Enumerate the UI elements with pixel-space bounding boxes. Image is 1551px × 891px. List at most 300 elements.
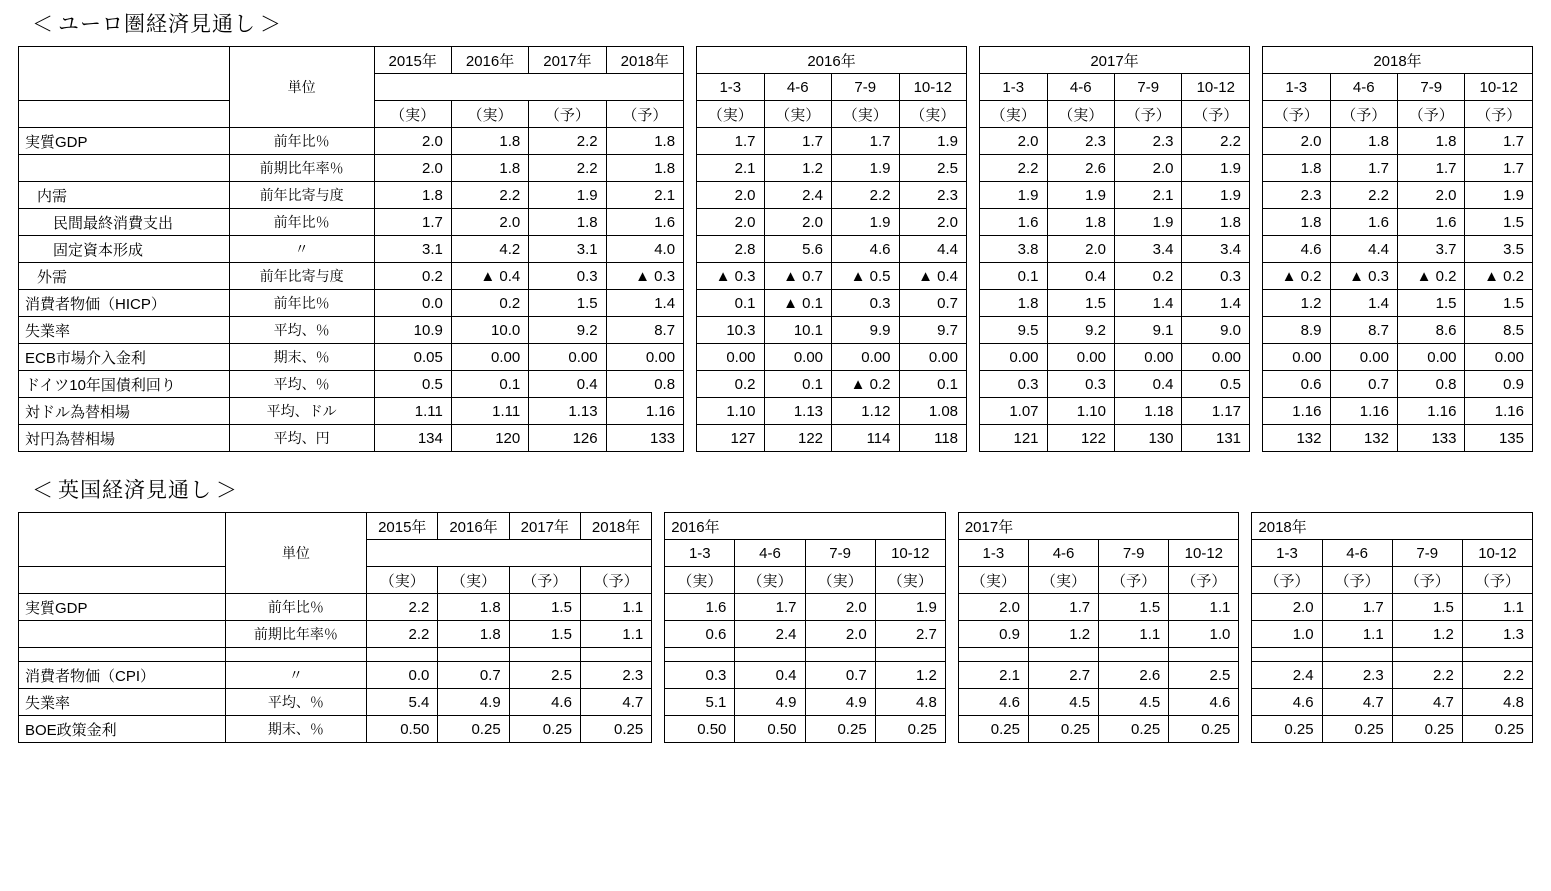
row-label: 失業率 (19, 317, 230, 344)
cell: ▲ 0.3 (1330, 263, 1397, 290)
row-label: 対ドル為替相場 (19, 398, 230, 425)
table-row (1252, 662, 1533, 689)
cell: 3.4 (1182, 236, 1250, 263)
table-row (980, 317, 1250, 344)
cell: 2.0 (899, 209, 967, 236)
row-label: 実質GDP (19, 594, 226, 621)
cell: 1.7 (1330, 155, 1397, 182)
cell: 0.8 (1397, 371, 1464, 398)
cell: 0.7 (1330, 371, 1397, 398)
cell: 0.0 (374, 290, 451, 317)
cell: 0.9 (958, 621, 1028, 648)
cell: 0.00 (1465, 344, 1533, 371)
header-quarter: 10-12 (1465, 74, 1533, 101)
cell: 4.8 (875, 689, 945, 716)
cell: 114 (832, 425, 899, 452)
header-year: 2016年 (665, 513, 946, 540)
cell: 2.0 (805, 621, 875, 648)
header-type: （実） (735, 567, 805, 594)
header-quarter: 7-9 (1392, 540, 1462, 567)
cell: 1.16 (606, 398, 683, 425)
table-gap-row (665, 648, 946, 662)
uk-tables-row (18, 512, 1533, 743)
eurozone-tables-row (18, 46, 1533, 452)
cell: 0.0 (367, 662, 438, 689)
eurozone-annual-table (18, 46, 684, 452)
header-row-quarters (980, 74, 1250, 101)
cell: 4.8 (1462, 689, 1532, 716)
header-type: （予） (1392, 567, 1462, 594)
cell: 0.7 (899, 290, 967, 317)
cell: 0.25 (1099, 716, 1169, 743)
header-quarter: 1-3 (665, 540, 735, 567)
cell: 2.5 (1169, 662, 1239, 689)
cell: 133 (606, 425, 683, 452)
header-row-years (19, 513, 652, 540)
uk-2018-quarterly-table (1251, 512, 1533, 743)
header-row-quarters (665, 540, 946, 567)
row-label: 消費者物価（CPI） (19, 662, 226, 689)
cell: 4.9 (438, 689, 509, 716)
cell: 1.7 (374, 209, 451, 236)
cell: 1.8 (1263, 209, 1330, 236)
table-row (19, 662, 652, 689)
cell: 0.25 (580, 716, 651, 743)
row-unit: 前年比寄与度 (229, 263, 374, 290)
cell: 1.7 (697, 128, 764, 155)
cell: 3.5 (1465, 236, 1533, 263)
gap-cell (958, 648, 1028, 662)
header-row-year (1252, 513, 1533, 540)
table-row (1263, 371, 1533, 398)
row-label: 内需 (19, 182, 230, 209)
cell: 1.8 (606, 155, 683, 182)
cell: 2.1 (958, 662, 1028, 689)
table-row (697, 155, 967, 182)
table-row (1263, 425, 1533, 452)
row-unit: 平均、％ (225, 689, 367, 716)
table-row (980, 425, 1250, 452)
header-type: （予） (580, 567, 651, 594)
header-quarter: 7-9 (1115, 74, 1182, 101)
cell: 2.2 (1462, 662, 1532, 689)
cell: 1.8 (438, 621, 509, 648)
table-row (697, 236, 967, 263)
cell: 1.8 (1397, 128, 1464, 155)
cell: 1.11 (374, 398, 451, 425)
header-quarter: 7-9 (1099, 540, 1169, 567)
cell: 9.5 (980, 317, 1047, 344)
cell: 2.5 (509, 662, 580, 689)
header-row-year (958, 513, 1239, 540)
table-row (1263, 236, 1533, 263)
header-row-year (697, 47, 967, 74)
table-row (1263, 182, 1533, 209)
cell: 1.16 (1465, 398, 1533, 425)
cell: 3.7 (1397, 236, 1464, 263)
cell: 8.7 (606, 317, 683, 344)
cell: 1.1 (1169, 594, 1239, 621)
cell: 10.1 (764, 317, 831, 344)
cell: 0.9 (1465, 371, 1533, 398)
cell: 4.6 (509, 689, 580, 716)
eurozone-2016-quarterly-table (696, 46, 967, 452)
cell: 0.2 (451, 290, 528, 317)
title-open-bracket: ＜ (32, 479, 54, 502)
cell: ▲ 0.3 (606, 263, 683, 290)
cell: 1.5 (509, 621, 580, 648)
cell: 2.5 (899, 155, 967, 182)
cell: 0.50 (665, 716, 735, 743)
table-row (697, 263, 967, 290)
uk-2016-quarterly-table (664, 512, 946, 743)
gap-cell (1392, 648, 1462, 662)
title-close-bracket: ＞ (216, 479, 238, 502)
table-row (980, 128, 1250, 155)
cell: 135 (1465, 425, 1533, 452)
header-row-types (958, 567, 1239, 594)
cell: 9.9 (832, 317, 899, 344)
gap-cell (580, 648, 651, 662)
table-row (697, 128, 967, 155)
cell: 1.8 (451, 128, 528, 155)
cell: 1.17 (1182, 398, 1250, 425)
cell: 4.9 (735, 689, 805, 716)
cell: 2.2 (832, 182, 899, 209)
table-row (665, 662, 946, 689)
cell: 0.2 (697, 371, 764, 398)
table-row (19, 371, 684, 398)
cell: 1.12 (832, 398, 899, 425)
table-row (1263, 398, 1533, 425)
cell: 1.9 (529, 182, 606, 209)
cell: 2.7 (875, 621, 945, 648)
cell: 0.00 (1397, 344, 1464, 371)
cell: ▲ 0.7 (764, 263, 831, 290)
cell: 0.3 (1047, 371, 1114, 398)
cell: 2.4 (735, 621, 805, 648)
cell: 0.00 (1182, 344, 1250, 371)
title-text: 英国経済見通し (58, 479, 212, 502)
gap-cell (805, 648, 875, 662)
header-unit: 単位 (229, 47, 374, 128)
row-unit: 〃 (225, 662, 367, 689)
cell: 1.7 (1028, 594, 1098, 621)
header-year: 2018年 (580, 513, 651, 540)
cell: 0.00 (980, 344, 1047, 371)
cell: 1.9 (1047, 182, 1114, 209)
cell: 4.0 (606, 236, 683, 263)
cell: 1.6 (606, 209, 683, 236)
header-row-types (697, 101, 967, 128)
row-label: ドイツ10年国債利回り (19, 371, 230, 398)
header-type: （実） (1047, 101, 1114, 128)
header-blank-label2 (19, 567, 226, 594)
cell: 122 (764, 425, 831, 452)
cell: 133 (1397, 425, 1464, 452)
header-type: （予） (1169, 567, 1239, 594)
cell: 3.1 (374, 236, 451, 263)
cell: 0.8 (606, 371, 683, 398)
table-row (980, 209, 1250, 236)
cell: 4.4 (1330, 236, 1397, 263)
cell: 0.4 (1047, 263, 1114, 290)
header-year: 2018年 (1252, 513, 1533, 540)
table-row (19, 290, 684, 317)
cell: 0.7 (805, 662, 875, 689)
header-type: （予） (1099, 567, 1169, 594)
cell: 1.4 (1330, 290, 1397, 317)
table-row (1263, 263, 1533, 290)
cell: 1.8 (529, 209, 606, 236)
table-row (980, 263, 1250, 290)
table-row (697, 317, 967, 344)
header-row-types (665, 567, 946, 594)
cell: 0.25 (1322, 716, 1392, 743)
cell: 1.9 (980, 182, 1047, 209)
cell: 1.1 (580, 594, 651, 621)
header-blank-label (19, 47, 230, 101)
header-type: （予） (1322, 567, 1392, 594)
cell: 1.5 (1465, 209, 1533, 236)
title-close-bracket: ＞ (260, 13, 282, 36)
gap-cell (1322, 648, 1392, 662)
cell: 4.2 (451, 236, 528, 263)
cell: 0.25 (509, 716, 580, 743)
header-type: （実） (958, 567, 1028, 594)
cell: 1.4 (1115, 290, 1182, 317)
cell: 1.18 (1115, 398, 1182, 425)
row-label: 民間最終消費支出 (19, 209, 230, 236)
row-unit: 前年比％ (225, 594, 367, 621)
cell: 10.0 (451, 317, 528, 344)
cell: 1.9 (875, 594, 945, 621)
cell: 1.13 (764, 398, 831, 425)
table-row (1263, 317, 1533, 344)
header-spacer (367, 540, 652, 567)
header-year: 2017年 (509, 513, 580, 540)
cell: 1.7 (1322, 594, 1392, 621)
cell: 3.8 (980, 236, 1047, 263)
cell: 2.3 (1322, 662, 1392, 689)
header-blank-label (19, 513, 226, 567)
cell: 0.2 (1115, 263, 1182, 290)
table-row (665, 594, 946, 621)
cell: 2.2 (529, 128, 606, 155)
cell: 1.7 (1465, 155, 1533, 182)
cell: ▲ 0.2 (832, 371, 899, 398)
row-label (19, 155, 230, 182)
gap-cell (735, 648, 805, 662)
cell: 1.2 (1263, 290, 1330, 317)
cell: 1.3 (1462, 621, 1532, 648)
title-open-bracket: ＜ (32, 13, 54, 36)
header-quarter: 7-9 (832, 74, 899, 101)
cell: 2.0 (451, 209, 528, 236)
cell: 1.7 (735, 594, 805, 621)
cell: 2.1 (606, 182, 683, 209)
cell: 1.16 (1397, 398, 1464, 425)
table-row (697, 209, 967, 236)
cell: 5.4 (367, 689, 438, 716)
table-row (980, 290, 1250, 317)
cell: 4.6 (1169, 689, 1239, 716)
header-year: 2017年 (529, 47, 606, 74)
row-unit: 前年比寄与度 (229, 182, 374, 209)
header-type: （実） (697, 101, 764, 128)
table-row (980, 182, 1250, 209)
header-spacer (374, 74, 684, 101)
section-title-uk (28, 474, 1533, 504)
header-type: （実） (832, 101, 899, 128)
cell: 0.00 (899, 344, 967, 371)
table-row (1252, 621, 1533, 648)
cell: 2.0 (805, 594, 875, 621)
header-type: （予） (1182, 101, 1250, 128)
cell: 1.1 (1099, 621, 1169, 648)
cell: 0.1 (697, 290, 764, 317)
cell: 1.8 (1047, 209, 1114, 236)
table-row (1252, 689, 1533, 716)
header-row-quarters (1252, 540, 1533, 567)
cell: 0.00 (1263, 344, 1330, 371)
header-row-types (980, 101, 1250, 128)
header-type: （実） (665, 567, 735, 594)
cell: 1.5 (1047, 290, 1114, 317)
cell: 121 (980, 425, 1047, 452)
table-row (665, 716, 946, 743)
table-row (19, 236, 684, 263)
gap-cell (19, 648, 226, 662)
table-row (958, 594, 1239, 621)
cell: ▲ 0.4 (899, 263, 967, 290)
cell: 4.6 (958, 689, 1028, 716)
cell: 1.5 (1099, 594, 1169, 621)
header-type: （予） (1252, 567, 1322, 594)
row-unit: 前期比年率％ (225, 621, 367, 648)
cell: 131 (1182, 425, 1250, 452)
table-row (958, 689, 1239, 716)
cell: 0.1 (764, 371, 831, 398)
table-row (1263, 209, 1533, 236)
cell: 1.08 (899, 398, 967, 425)
table-row (697, 344, 967, 371)
cell: 1.07 (980, 398, 1047, 425)
row-label: 消費者物価（HICP） (19, 290, 230, 317)
uk-2017-quarterly-table (958, 512, 1240, 743)
cell: 2.1 (697, 155, 764, 182)
cell: 1.9 (1465, 182, 1533, 209)
header-year: 2016年 (697, 47, 967, 74)
cell: 1.10 (697, 398, 764, 425)
cell: ▲ 0.1 (764, 290, 831, 317)
header-row-types (1252, 567, 1533, 594)
header-quarter: 1-3 (958, 540, 1028, 567)
cell: 2.2 (1182, 128, 1250, 155)
table-row (1263, 155, 1533, 182)
header-type: （予） (1397, 101, 1464, 128)
cell: 2.0 (1397, 182, 1464, 209)
cell: 1.13 (529, 398, 606, 425)
table-row (665, 689, 946, 716)
row-unit: 期末、％ (225, 716, 367, 743)
gap-cell (1028, 648, 1098, 662)
gap-cell (367, 648, 438, 662)
cell: 2.0 (1115, 155, 1182, 182)
cell: 132 (1263, 425, 1330, 452)
cell: 1.7 (832, 128, 899, 155)
table-row (19, 155, 684, 182)
cell: 4.4 (899, 236, 967, 263)
cell: 0.25 (958, 716, 1028, 743)
gap-cell (438, 648, 509, 662)
cell: 0.00 (697, 344, 764, 371)
header-year: 2015年 (374, 47, 451, 74)
cell: 0.25 (1028, 716, 1098, 743)
cell: 1.8 (1263, 155, 1330, 182)
eurozone-2017-quarterly-table (979, 46, 1250, 452)
gap-cell (1099, 648, 1169, 662)
header-year: 2016年 (438, 513, 509, 540)
header-quarter: 4-6 (764, 74, 831, 101)
cell: 0.25 (438, 716, 509, 743)
cell: 2.4 (764, 182, 831, 209)
table-row (19, 209, 684, 236)
cell: 4.7 (1322, 689, 1392, 716)
header-quarter: 10-12 (1462, 540, 1532, 567)
cell: 1.2 (1392, 621, 1462, 648)
cell: 2.0 (764, 209, 831, 236)
table-row (19, 344, 684, 371)
table-row (980, 398, 1250, 425)
cell: 0.2 (374, 263, 451, 290)
table-row (697, 425, 967, 452)
cell: 1.6 (665, 594, 735, 621)
header-type: （予） (1465, 101, 1533, 128)
table-row (1252, 716, 1533, 743)
cell: 5.1 (665, 689, 735, 716)
row-unit: 期末、％ (229, 344, 374, 371)
header-year: 2016年 (451, 47, 528, 74)
gap-cell (875, 648, 945, 662)
cell: 2.2 (529, 155, 606, 182)
table-row (19, 182, 684, 209)
cell: 0.5 (1182, 371, 1250, 398)
gap-cell (1252, 648, 1322, 662)
cell: 3.1 (529, 236, 606, 263)
cell: 1.9 (832, 209, 899, 236)
cell: 1.9 (899, 128, 967, 155)
cell: 1.0 (1252, 621, 1322, 648)
cell: 1.4 (1182, 290, 1250, 317)
cell: 0.4 (735, 662, 805, 689)
header-type: （予） (509, 567, 580, 594)
cell: 0.3 (665, 662, 735, 689)
cell: 1.16 (1263, 398, 1330, 425)
cell: 0.4 (1115, 371, 1182, 398)
cell: 2.1 (1115, 182, 1182, 209)
cell: 126 (529, 425, 606, 452)
cell: 0.25 (1252, 716, 1322, 743)
cell: 0.3 (529, 263, 606, 290)
cell: 0.6 (665, 621, 735, 648)
header-type: （実） (451, 101, 528, 128)
cell: 1.5 (529, 290, 606, 317)
cell: 2.3 (1263, 182, 1330, 209)
cell: 1.2 (764, 155, 831, 182)
cell: 1.8 (980, 290, 1047, 317)
cell: 2.4 (1252, 662, 1322, 689)
